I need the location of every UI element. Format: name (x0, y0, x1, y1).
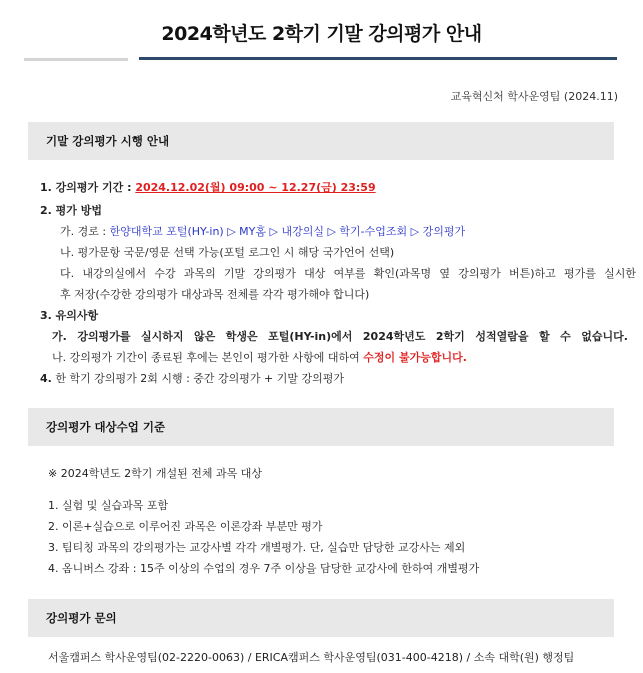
caution-modify-warning: 수정이 불가능합니다. (363, 351, 467, 364)
method-check-word: 강의평가 (458, 267, 501, 280)
caution-grades-word: 2학기 (435, 330, 465, 343)
caution-grades-word: 실시하지 (140, 330, 184, 343)
method-path-prefix: 가. 경로 : (60, 225, 110, 238)
caution-modify-text: 나. 강의평가 기간이 종료된 후에는 본인이 평가한 사항에 대하여 (52, 351, 364, 364)
item-twice (40, 372, 344, 386)
inquiry-contact: 서울캠퍼스 학사운영팀(02-2220-0063) / ERICA캠퍼스 학사운영팀(031-400-4218) / 소속 대학(원) 행정팀 (48, 651, 575, 664)
item-twice-number: 4. (40, 372, 52, 385)
caution-grades-word: 없습니다. (581, 330, 628, 343)
caution-grades-word: 학생은 (225, 330, 258, 343)
method-path (60, 225, 465, 239)
section-heading-inquiry: 강의평가 문의 (28, 599, 614, 637)
method-check-word: 여부를 (333, 267, 366, 280)
item-caution-label: 3. 유의사항 (40, 309, 99, 322)
caution-grades-word: 2024학년도 (362, 330, 426, 343)
item-period-label: 1. 강의평가 기간 : (40, 181, 136, 194)
issuer-text: 교육혁신처 학사운영팀 (2024.11) (450, 90, 618, 103)
method-check-word: 다. (60, 267, 75, 280)
method-path-value[interactable]: 한양대학교 포털(HY-in) ▷ MY홈 ▷ 내강의실 ▷ 학기-수업조회 ▷ 강의평가 (109, 225, 466, 238)
title-rule-dark (139, 57, 617, 60)
method-check-word: 평가를 (563, 267, 596, 280)
page-title: 2024학년도 2학기 기말 강의평가 안내 (161, 23, 482, 45)
caution-grades-word: 가. (52, 330, 67, 343)
method-check-continued: 후 저장(수강한 강의평가 대상과목 전체를 각각 평가해야 합니다) (60, 288, 370, 301)
caution-grades-word: 할 (538, 330, 550, 343)
caution-grades-word: 성적열람을 (475, 330, 529, 343)
section-heading-criteria: 강의평가 대상수업 기준 (28, 408, 614, 446)
criteria-item: 4. 옴니버스 강좌 : 15주 이상의 수업의 경우 7주 이상을 담당한 교강사에 한하여 개별평가 (48, 562, 480, 575)
method-language: 나. 평가문항 국문/영문 선택 가능(포털 로그인 시 해당 국가언어 선택) (60, 246, 395, 259)
method-check-word: 옆 (439, 267, 451, 280)
item-twice-text: 한 학기 강의평가 2회 시행 : 중간 강의평가 + 기말 강의평가 (51, 372, 344, 385)
caution-grades-word: 강의평가를 (77, 330, 131, 343)
method-check-word: 기말 (223, 267, 246, 280)
item-period-value: 2024.12.02(월) 09:00 ~ 12.27(금) 23:59 (135, 181, 376, 194)
method-check-word: 내강의실에서 (82, 267, 147, 280)
section-heading-schedule: 기말 강의평가 시행 안내 (28, 122, 614, 160)
criteria-item: 1. 실험 및 실습과목 포함 (48, 499, 169, 512)
caution-grades-word: 포털(HY-in)에서 (268, 330, 353, 343)
caution-grades-word: 않은 (193, 330, 216, 343)
method-check-word: 강의평가 (253, 267, 296, 280)
method-check-word: 실시한 (604, 267, 636, 280)
method-check-word: 대상 (304, 267, 326, 280)
method-check-word: 확인(과목명 (373, 267, 432, 280)
title-rule-light (24, 58, 128, 61)
caution-grades (52, 330, 628, 344)
method-check-word: 버튼)하고 (508, 267, 556, 280)
item-period (40, 181, 376, 195)
item-method-label: 2. 평가 방법 (40, 204, 102, 217)
method-check-word: 수강 (154, 267, 176, 280)
criteria-note: ※ 2024학년도 2학기 개설된 전체 과목 대상 (48, 467, 262, 480)
caution-modify (52, 351, 467, 365)
caution-grades-word: 수 (560, 330, 571, 343)
criteria-item: 3. 팀티칭 과목의 강의평가는 교강사별 각각 개별평가. 단, 실습만 담당한 교강사는 제외 (48, 541, 466, 554)
criteria-item: 2. 이론+실습으로 이루어진 과목은 이론강좌 부분만 평가 (48, 520, 323, 533)
method-check (60, 267, 636, 281)
method-check-word: 과목의 (183, 267, 216, 280)
